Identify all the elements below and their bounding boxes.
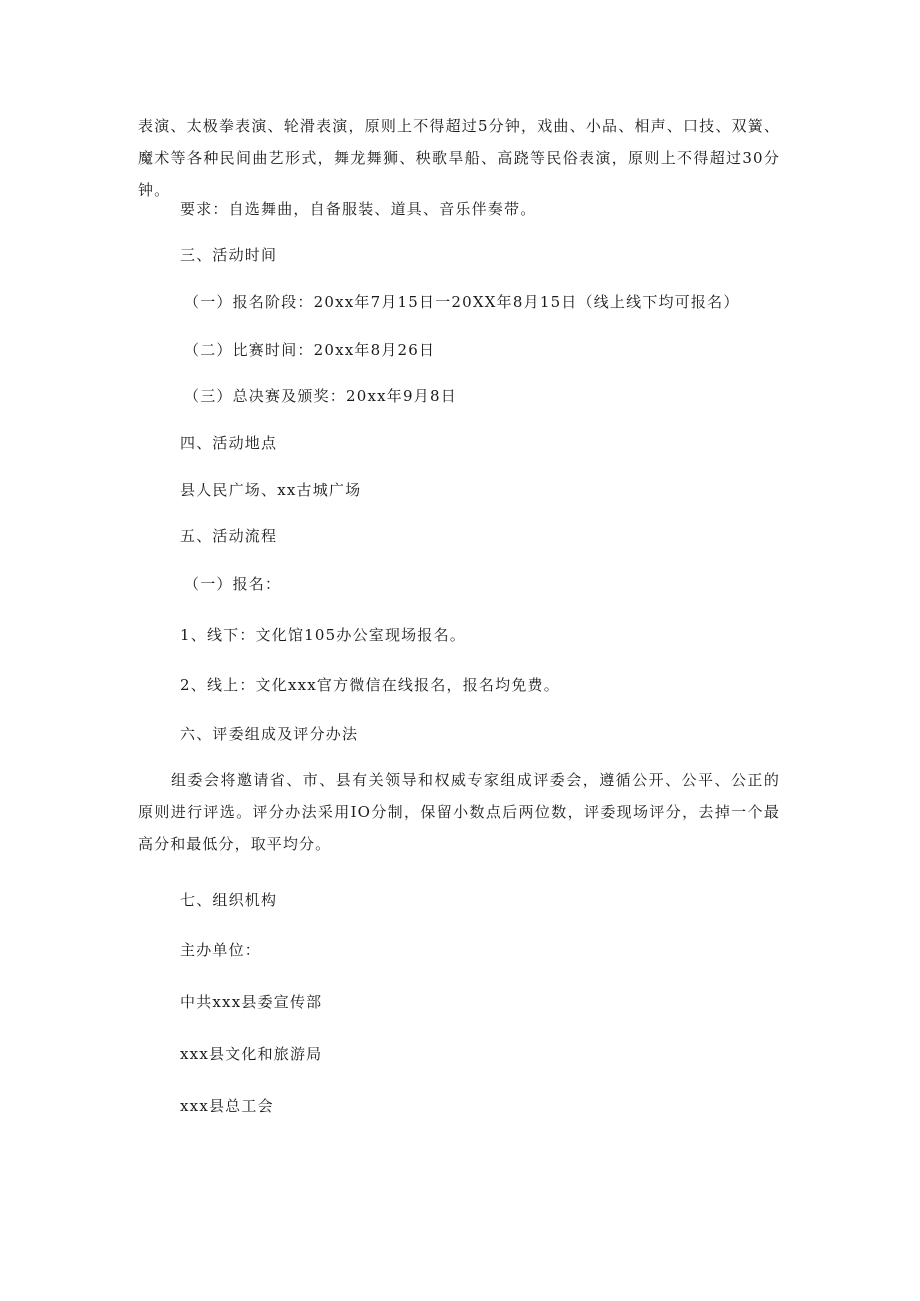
registration-offline: 1、线下：文化馆105办公室现场报名。: [180, 626, 466, 644]
section-heading-process: 五、活动流程: [180, 527, 278, 545]
section-heading-time: 三、活动时间: [180, 246, 278, 264]
registration-online: 2、线上：文化xxx官方微信在线报名，报名均免费。: [180, 676, 560, 694]
schedule-competition: （二）比赛时间：20xx年8月26日: [184, 341, 436, 359]
registration-heading: （一）报名：: [184, 575, 282, 593]
section-heading-judging: 六、评委组成及评分办法: [180, 725, 359, 743]
organizer-label: 主办单位：: [180, 941, 262, 959]
organizer-item: xxx县总工会: [180, 1097, 274, 1115]
schedule-registration: （一）报名阶段：20xx年7月15日一20XX年8月15日（线上线下均可报名）: [184, 293, 740, 311]
requirement-text: 要求：自选舞曲，自备服装、道具、音乐伴奏带。: [180, 200, 537, 218]
section-heading-venue: 四、活动地点: [180, 434, 278, 452]
intro-paragraph: 表演、太极拳表演、轮滑表演，原则上不得超过5分钟，戏曲、小品、相声、口技、双簧、魔术等各种民间曲艺形式，舞龙舞狮、秧歌旱船、高跷等民俗表演，原则上不得超过30分钟。: [138, 117, 780, 199]
section-heading-organization: 七、组织机构: [180, 891, 278, 909]
venue-text: 县人民广场、xx古城广场: [180, 481, 362, 499]
organizer-item: 中共xxx县委宣传部: [180, 993, 323, 1011]
schedule-final: （三）总决赛及颁奖：20xx年9月8日: [184, 387, 457, 405]
judging-paragraph: 组委会将邀请省、市、县有关领导和权威专家组成评委会，遵循公开、公平、公正的原则进行评选。评分办法采用IO分制，保留小数点后两位数，评委现场评分，去掉一个最高分和最低分，取平均分。: [138, 771, 780, 853]
organizer-item: xxx县文化和旅游局: [180, 1045, 323, 1063]
